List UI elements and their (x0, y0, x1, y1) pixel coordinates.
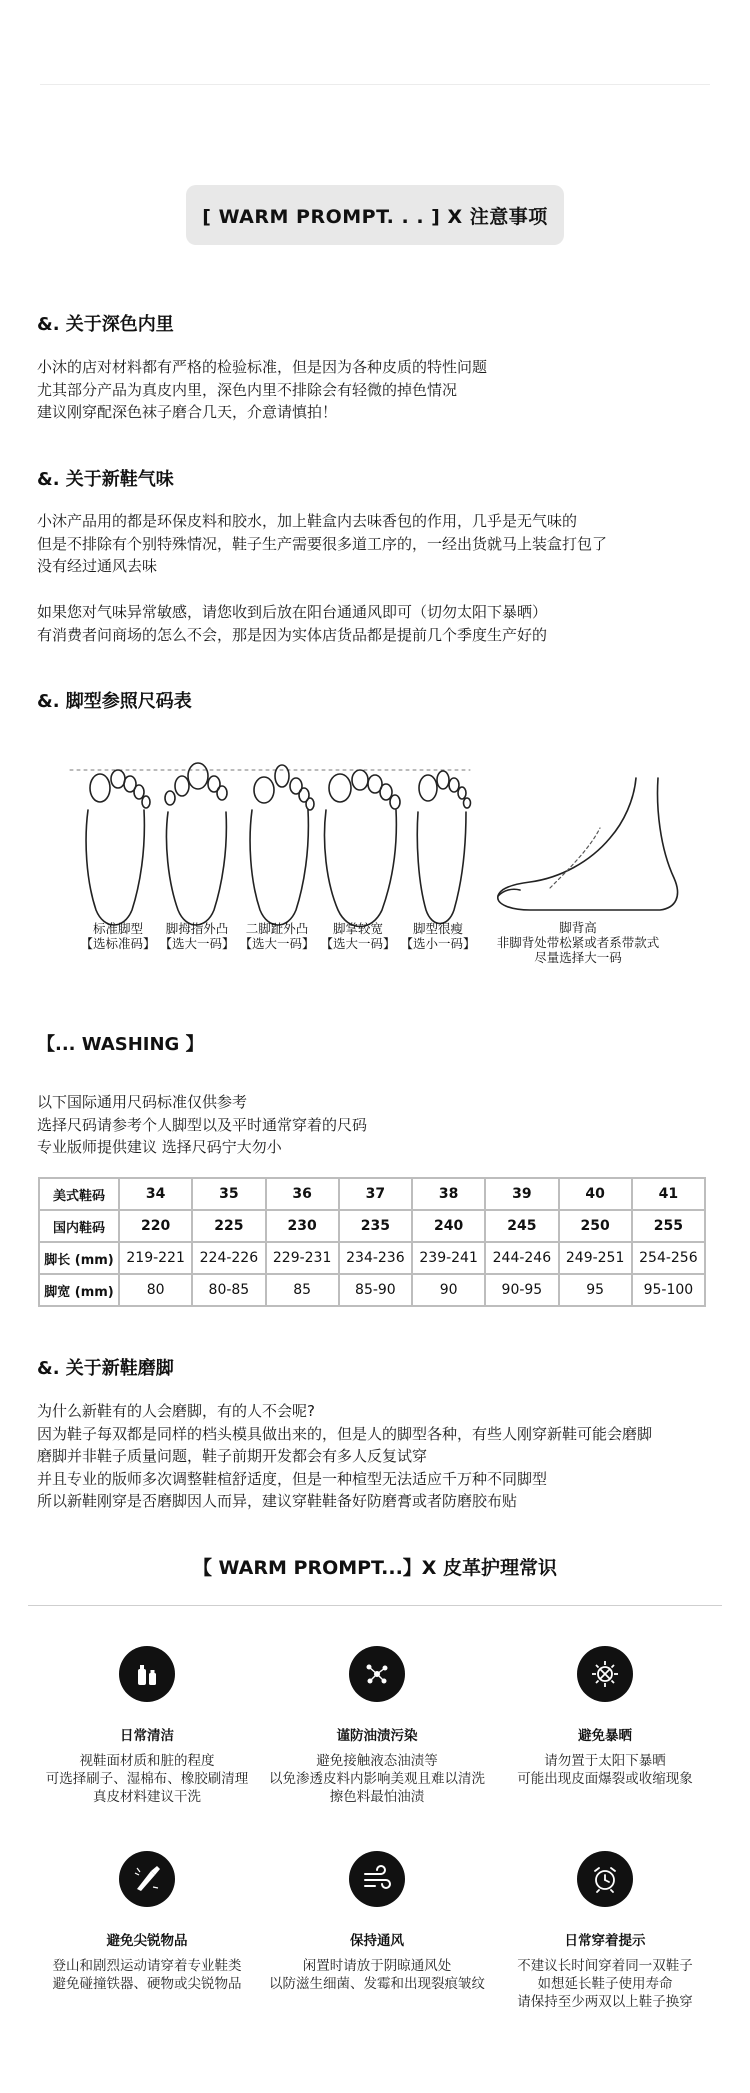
washing-text: 以下国际通用尺码标准仅供参考 选择尺码请参考个人脚型以及平时通常穿着的尺码 专业版师提供建议 选择尺码宁大勿小 (37, 1093, 368, 1156)
foot-slim-outline (417, 771, 470, 924)
new-shoe-smell-text: 小沐产品用的都是环保皮料和胶水，加上鞋盒内去味香包的作用，几乎是无气味的 但是不排除有个别特殊情况，鞋子生产需要很多道工序的，一经出货就马上装盒打包了 没有经过通风去味 (37, 512, 608, 575)
top-divider (40, 84, 710, 85)
new-shoe-rub-text: 为什么新鞋有的人会磨脚，有的人不会呢? 因为鞋子每双都是同样的档头模具做出来的，但是人的脚型各种，有些人刚穿新鞋可能会磨脚 磨脚并非鞋子质量问题，鞋子前期开发都会有多人反复试穿 并且专业的版师多次调整鞋楦舒适度，但是一种楦型无法适应千万种不同脚型 所以新鞋刚穿是否磨脚因人而异，建议穿鞋鞋备好防磨膏或者防磨胶布贴 (37, 1402, 653, 1510)
care-item-daily-wear-tips: 日常穿着提示 不建议长时间穿着同一双鞋子 如想延长鞋子使用寿命 请保持至少两双以上鞋子换穿 (485, 1851, 725, 2011)
washing-title: 【... WASHING 】 (37, 1034, 204, 1055)
foot-caption-high-instep: 脚背高 非脚背处带松紧或者系带款式 尽量选择大一码 (496, 920, 660, 965)
foot-caption-second-toe: 二脚趾外凸 【选大一码】 (239, 921, 315, 951)
new-shoe-smell-title: &. 关于新鞋气味 (37, 469, 174, 490)
care-item-avoid-sun: 避免暴晒 请勿置于太阳下暴晒 可能出现皮面爆裂或收缩现象 (485, 1646, 725, 1788)
table-row: 国内鞋码 220 225 230 235 240 245 250 255 (39, 1210, 705, 1242)
foot-caption-wide: 脚掌较宽 【选大一码】 (320, 921, 396, 951)
new-shoe-smell-text-2: 如果您对气味异常敏感，请您收到后放在阳台通通风即可（切勿太阳下暴晒） 有消费者问商场的怎么不会，那是因为实体店货品都是提前几个季度生产好的 (37, 603, 548, 644)
care-item-avoid-sharp: 避免尖锐物品 登山和剧烈运动请穿着专业鞋类 避免碰撞铁器、硬物或尖锐物品 (27, 1851, 267, 1993)
table-row: 脚长 (mm) 219-221 224-226 229-231 234-236 239-241 244-246 249-251 254-256 (39, 1242, 705, 1274)
foot-big-toe-outline (165, 763, 227, 925)
dark-lining-title: &. 关于深色内里 (37, 314, 174, 335)
foot-caption-standard: 标准脚型 【选标准码】 (80, 921, 156, 951)
table-row: 美式鞋码 34 35 36 37 38 39 40 41 (39, 1178, 705, 1210)
oil-drops-icon (349, 1646, 405, 1702)
alarm-clock-icon (577, 1851, 633, 1907)
care-item-ventilation: 保持通风 闲置时请放于阴晾通风处 以防滋生细菌、发霉和出现裂痕皱纹 (257, 1851, 497, 1993)
dark-lining-text: 小沐的店对材料都有严格的检验标准，但是因为各种皮质的特性问题 尤其部分产品为真皮内里，深色内里不排除会有轻微的掉色情况 建议刚穿配深色袜子磨合几天，介意请慎拍！ (37, 358, 488, 421)
care-item-daily-cleaning: 日常清洁 视鞋面材质和脏的程度 可选择刷子、湿棉布、橡胶刷清理 真皮材料建议干洗 (27, 1646, 267, 1806)
wind-icon (349, 1851, 405, 1907)
foot-second-toe-outline (250, 765, 314, 925)
table-row: 脚宽 (mm) 80 80-85 85 85-90 90 90-95 95 95-100 (39, 1274, 705, 1306)
foot-high-instep-outline (498, 778, 678, 910)
care-item-oil-stain: 谨防油渍污染 避免接触液态油渍等 以免渗透皮料内影响美观且难以清洗 擦色料最怕油渍 (257, 1646, 497, 1806)
foot-standard-outline (86, 770, 150, 925)
new-shoe-rub-title: &. 关于新鞋磨脚 (37, 1358, 174, 1379)
sun-warning-icon (577, 1646, 633, 1702)
leather-care-title: 【 WARM PROMPT...】X 皮革护理常识 (192, 1557, 558, 1579)
foot-wide-outline (325, 770, 401, 927)
care-divider (28, 1605, 722, 1606)
warm-prompt-banner: [ WARM PROMPT. . . ] X 注意事项 (186, 185, 564, 245)
sharp-blade-icon (119, 1851, 175, 1907)
foot-caption-slim: 脚型很瘦 【选小一码】 (400, 921, 476, 951)
size-chart-table (38, 1177, 706, 1307)
foot-type-diagram (50, 748, 700, 978)
cleaning-bottle-icon (119, 1646, 175, 1702)
foot-type-title: &. 脚型参照尺码表 (37, 691, 192, 712)
foot-caption-big-toe: 脚拇指外凸 【选大一码】 (159, 921, 235, 951)
